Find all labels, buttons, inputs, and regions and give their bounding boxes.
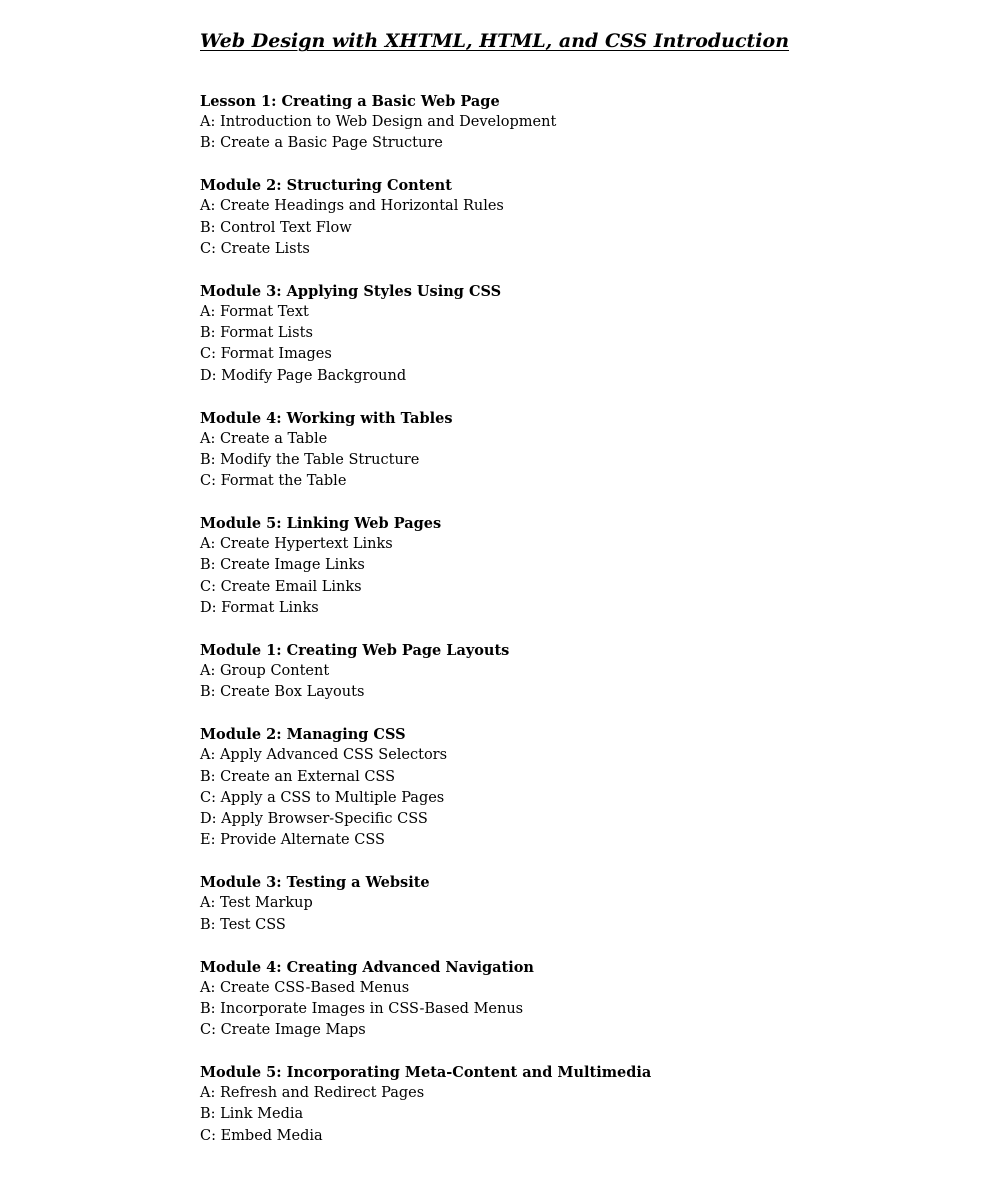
- module-section: [200, 872, 920, 935]
- lesson-item: C: Format the Table: [200, 473, 347, 490]
- module-list: [200, 91, 920, 1147]
- document-title: Web Design with XHTML, HTML, and CSS Introduction: [200, 30, 790, 52]
- lesson-item: B: Control Text Flow: [200, 219, 352, 236]
- module-section: [200, 957, 920, 1042]
- lesson-item: A: Introduction to Web Design and Development: [200, 114, 557, 130]
- module-heading: Module 5: Linking Web Pages: [200, 515, 442, 533]
- lesson-list: [200, 196, 920, 260]
- module-section: [200, 1062, 920, 1147]
- lesson-item: A: Create Hypertext Links: [200, 536, 393, 553]
- lesson-list: [200, 429, 920, 493]
- lesson-list: [200, 745, 920, 851]
- lesson-item: A: Create a Table: [200, 430, 328, 447]
- module-section: [200, 640, 920, 703]
- lesson-list: [200, 534, 920, 619]
- document-page: [200, 26, 920, 1168]
- lesson-item: A: Refresh and Redirect Pages: [200, 1085, 425, 1102]
- module-heading: Module 2: Managing CSS: [200, 726, 406, 744]
- module-section: [200, 281, 920, 387]
- lesson-item: E: Provide Alternate CSS: [200, 832, 385, 849]
- lesson-item: A: Create CSS-Based Menus: [200, 979, 410, 996]
- module-section: [200, 91, 920, 154]
- lesson-item: B: Incorporate Images in CSS-Based Menus: [200, 1000, 524, 1017]
- lesson-list: [200, 661, 920, 703]
- lesson-item: A: Format Text: [200, 303, 309, 320]
- module-section: [200, 175, 920, 260]
- module-heading: Module 5: Incorporating Meta-Content and Multimedia: [200, 1064, 652, 1082]
- lesson-item: A: Group Content: [200, 663, 330, 679]
- lesson-item: D: Apply Browser-Specific CSS: [200, 810, 428, 827]
- lesson-item: B: Create a Basic Page Structure: [200, 135, 443, 152]
- module-section: [200, 724, 920, 851]
- lesson-item: C: Create Lists: [200, 240, 310, 257]
- lesson-item: B: Format Lists: [200, 325, 313, 342]
- module-heading: Module 4: Creating Advanced Navigation: [200, 958, 534, 976]
- lesson-list: [200, 302, 920, 387]
- lesson-item: D: Modify Page Background: [200, 367, 407, 384]
- lesson-item: B: Test CSS: [200, 916, 286, 933]
- lesson-item: C: Create Email Links: [200, 578, 362, 595]
- module-section: [200, 513, 920, 619]
- lesson-item: C: Create Image Maps: [200, 1022, 366, 1039]
- module-heading: Lesson 1: Creating a Basic Web Page: [200, 93, 500, 110]
- lesson-list: [200, 1083, 920, 1147]
- lesson-item: A: Apply Advanced CSS Selectors: [200, 747, 448, 764]
- lesson-item: B: Create Box Layouts: [200, 684, 365, 701]
- module-section: [200, 408, 920, 493]
- lesson-list: [200, 978, 920, 1042]
- module-heading: Module 3: Applying Styles Using CSS: [200, 282, 502, 300]
- module-heading: Module 4: Working with Tables: [200, 409, 453, 427]
- lesson-item: C: Embed Media: [200, 1127, 323, 1144]
- lesson-item: B: Create Image Links: [200, 557, 365, 574]
- module-heading: Module 1: Creating Web Page Layouts: [200, 642, 510, 659]
- lesson-item: B: Create an External CSS: [200, 768, 396, 785]
- lesson-item: B: Modify the Table Structure: [200, 451, 420, 468]
- lesson-item: C: Format Images: [200, 346, 332, 363]
- lesson-item: D: Format Links: [200, 599, 319, 616]
- module-heading: Module 3: Testing a Website: [200, 874, 430, 892]
- lesson-item: A: Create Headings and Horizontal Rules: [200, 198, 504, 215]
- lesson-list: [200, 893, 920, 935]
- lesson-item: C: Apply a CSS to Multiple Pages: [200, 789, 445, 806]
- lesson-item: B: Link Media: [200, 1106, 304, 1123]
- lesson-list: [200, 112, 920, 154]
- module-heading: Module 2: Structuring Content: [200, 177, 452, 195]
- lesson-item: A: Test Markup: [200, 895, 313, 912]
